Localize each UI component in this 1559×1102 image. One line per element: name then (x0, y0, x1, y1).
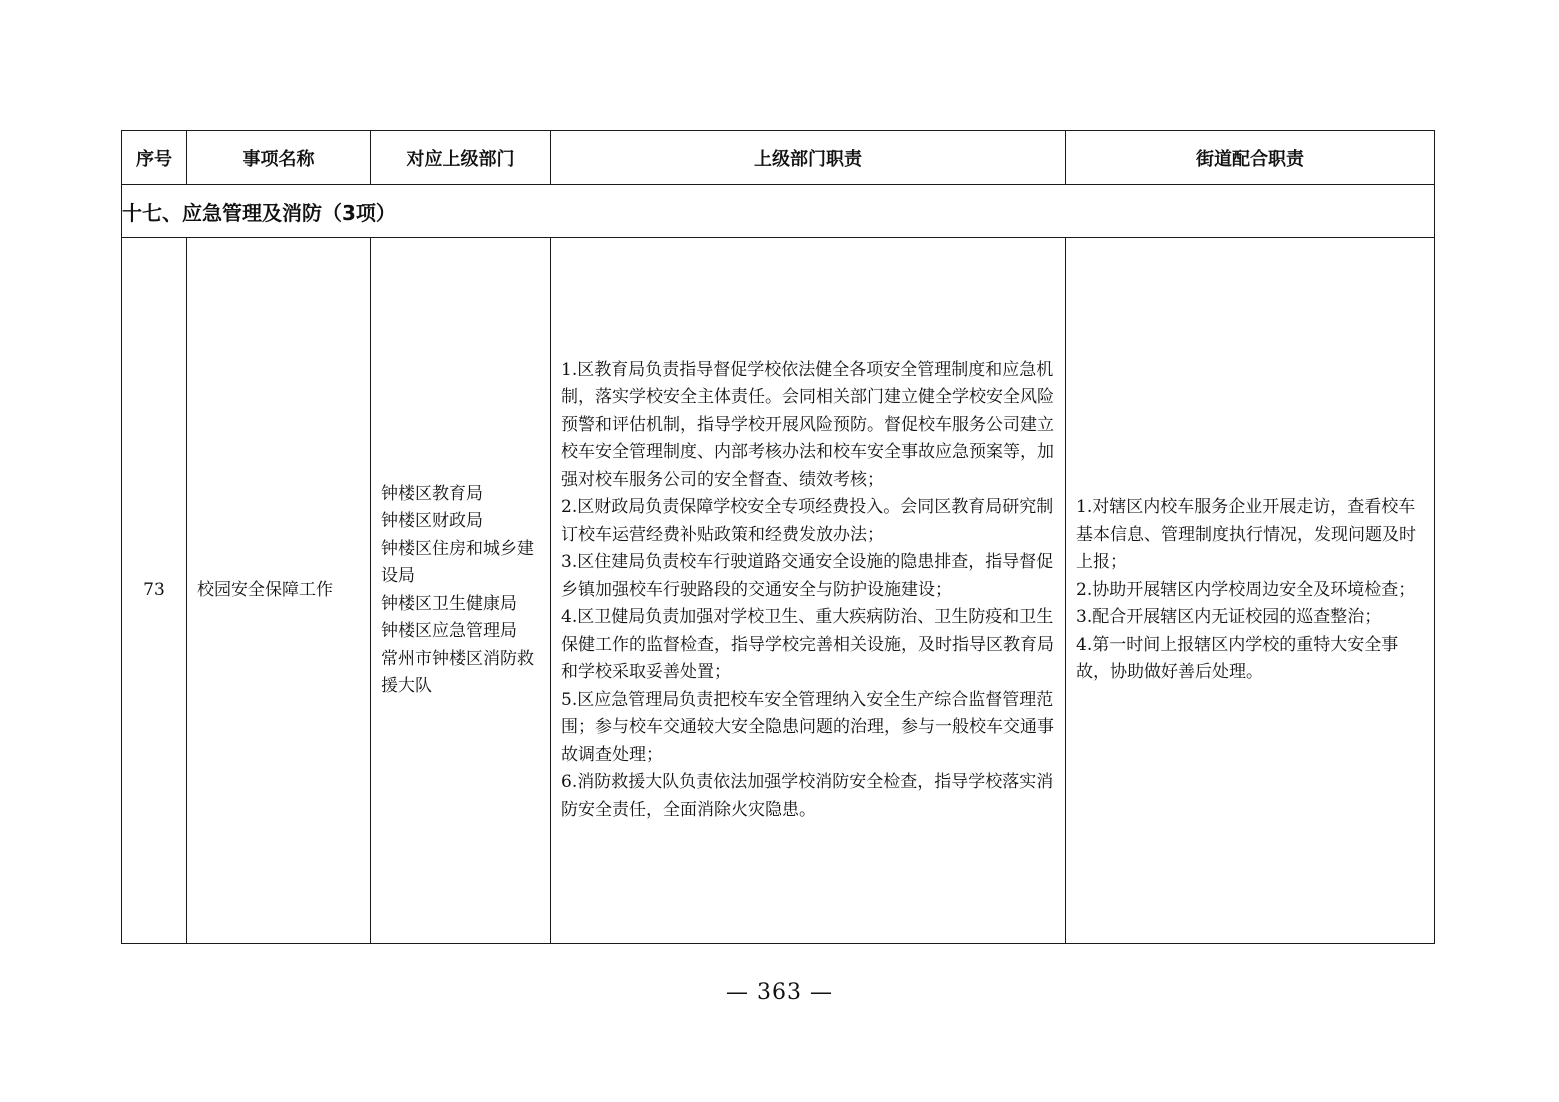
department-line: 钟楼区教育局 (381, 483, 483, 504)
page-number: — 363 — (726, 980, 833, 1005)
header-department: 对应上级部门 (371, 131, 551, 185)
header-street-duties: 街道配合职责 (1066, 131, 1435, 185)
header-superior-duties: 上级部门职责 (551, 131, 1066, 185)
department-line: 常州市钟楼区消防救援大队 (381, 648, 534, 696)
street-duty-paragraph: 2.协助开展辖区内学校周边安全及环境检查； (1076, 579, 1416, 600)
section-title: 十七、应急管理及消防（3项） (122, 185, 1435, 238)
street-duty-paragraph: 4.第一时间上报辖区内学校的重特大安全事故，协助做好善后处理。 (1076, 634, 1399, 683)
duty-paragraph: 6.消防救援大队负责依法加强学校消防安全检查，指导学校落实消防安全责任，全面消除火灾隐患。 (561, 772, 1054, 820)
duty-paragraph: 1.区教育局负责指导督促学校依法健全各项安全管理制度和应急机制，落实学校安全主体责任。会同相关部门建立健全学校安全风险预警和评估机制，指导学校开展风险预防。督促校车服务公司建立校车安全管理制度、内部考核办法和校车安全事故应急预案等，加强对校车服务公司的安全督查、绩效考核； (561, 359, 1054, 490)
row-superior-duties (551, 238, 1066, 944)
street-duty-paragraph: 3.配合开展辖区内无证校园的巡查整治； (1076, 607, 1382, 628)
row-street-duties (1066, 238, 1435, 944)
duty-paragraph: 4.区卫健局负责加强对学校卫生、重大疾病防治、卫生防疫和卫生保健工作的监督检查，指导学校完善相关设施，及时指导区教育局和学校采取妥善处置； (561, 607, 1054, 683)
street-duty-paragraph: 1.对辖区内校车服务企业开展走访，查看校车基本信息、管理制度执行情况，发现问题及时上报； (1076, 497, 1416, 573)
department-line: 钟楼区卫生健康局 (381, 593, 517, 614)
duty-paragraph: 2.区财政局负责保障学校安全专项经费投入。会同区教育局研究制订校车运营经费补贴政策和经费发放办法； (561, 497, 1054, 545)
row-departments (371, 238, 551, 944)
department-line: 钟楼区财政局 (381, 511, 483, 531)
row-item-name: 校园安全保障工作 (187, 238, 371, 944)
duty-paragraph: 5.区应急管理局负责把校车安全管理纳入安全生产综合监督管理范围；参与校车交通较大安全隐患问题的治理，参与一般校车交通事故调查处理； (561, 689, 1054, 765)
table-row (122, 238, 1435, 944)
header-item-name: 事项名称 (187, 131, 371, 185)
duty-paragraph: 3.区住建局负责校车行驶道路交通安全设施的隐患排查，指导督促乡镇加强校车行驶路段的交通安全与防护设施建设； (561, 552, 1054, 600)
duty-table (121, 130, 1435, 944)
department-line: 钟楼区住房和城乡建设局 (381, 538, 534, 586)
section-row (122, 185, 1435, 238)
row-number: 73 (122, 238, 187, 944)
header-number: 序号 (122, 131, 187, 185)
table-header-row (122, 131, 1435, 185)
department-line: 钟楼区应急管理局 (381, 621, 517, 641)
